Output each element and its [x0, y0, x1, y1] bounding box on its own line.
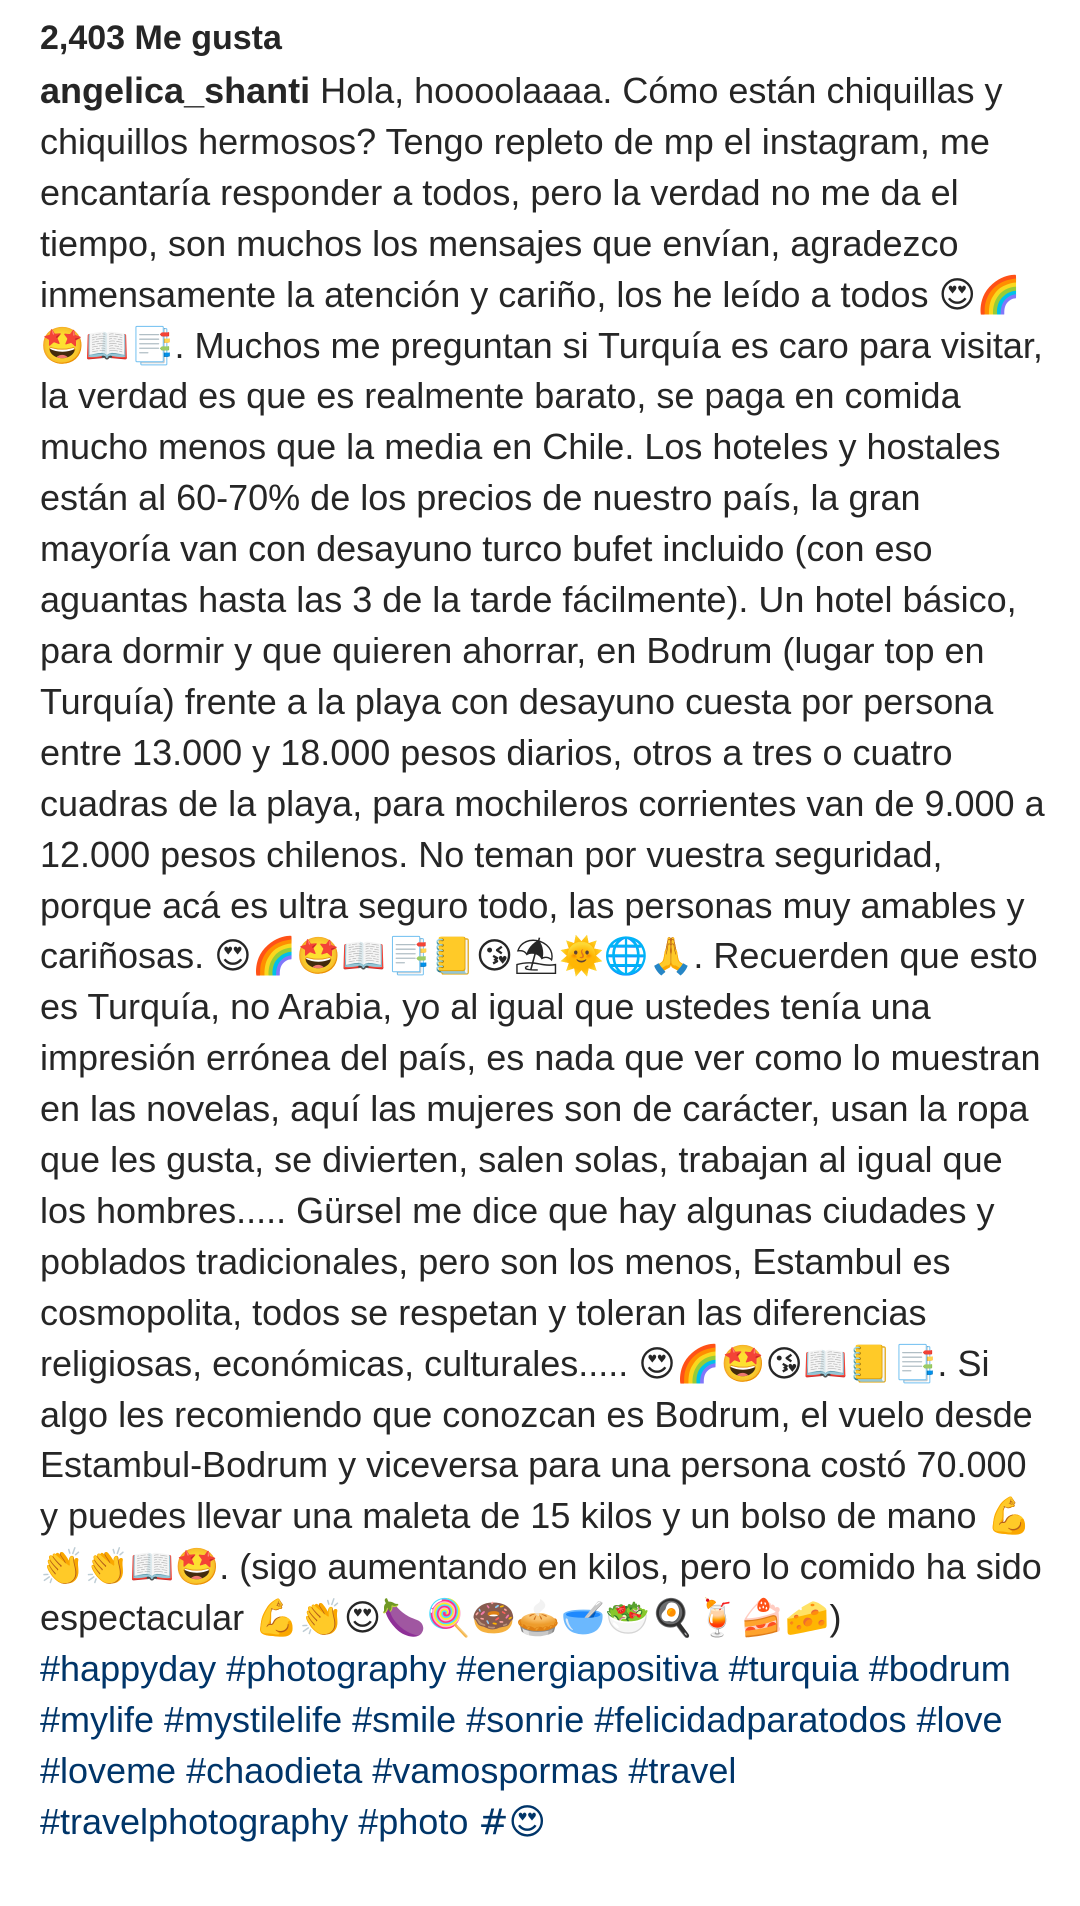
hashtag-link[interactable]: #happyday — [40, 1648, 217, 1690]
hashtag-link[interactable]: #love — [916, 1699, 1003, 1740]
hashtag-link[interactable]: #😍 — [478, 1801, 547, 1843]
hashtag-link[interactable]: #travel — [628, 1749, 737, 1791]
post-caption-section — [40, 12, 1050, 1849]
hashtag-link[interactable]: #mylife — [40, 1699, 155, 1740]
hashtag-link[interactable]: #energiapositiva — [456, 1648, 719, 1690]
hashtag-link[interactable]: #vamospormas — [372, 1749, 619, 1791]
hashtag-link[interactable]: #felicidadparatodos — [594, 1699, 907, 1740]
hashtag-link[interactable]: #photography — [226, 1648, 447, 1690]
hashtags-list — [40, 1644, 1050, 1849]
hashtag-link[interactable]: #turquia — [728, 1648, 859, 1690]
hashtag-link[interactable]: #mystilelife — [164, 1699, 343, 1740]
username-link[interactable]: angelica_shanti — [40, 70, 311, 111]
hashtag-link[interactable]: #photo — [358, 1800, 469, 1842]
hashtag-link[interactable]: #sonrie — [466, 1699, 585, 1740]
hashtag-link[interactable]: #smile — [352, 1699, 457, 1740]
hashtag-link[interactable]: #chaodieta — [186, 1749, 363, 1791]
caption-body: Hola, hoooolaaaa. Cómo están chiquillas y chiquillos hermosos? Tengo repleto de mp el instagram, me encantaría responder a todos, pero la verdad no me da el tiempo, son muchos los mensajes que envían, agradezco inmensamente la atención y cariño, los he leído a todos 😍🌈🤩📖📑. Muchos me preguntan si Turquía es caro para visitar, la verdad es que es realmente barato, se paga en comida mucho menos que la media en Chile. Los hoteles y hostales están al 60-70% de los precios de nuestro país, la gran mayoría van con desayuno turco bufet incluido (con eso aguantas hasta las 3 de la tarde fácilmente). Un hotel básico, para dormir y que quieren ahorrar, en Bodrum (lugar top en Turquía) frente a la playa con desayuno cuesta por persona entre 13.000 y 18.000 pesos diarios, otros a tres o cuatro cuadras de la playa, para mochileros corrientes van de 9.000 a 12.000 pesos chilenos. No teman por vuestra seguridad, porque acá es ultra seguro todo, las personas muy amables y cariñosas. 😍🌈🤩📖📑📒😘⛱🌞🌐🙏. Recuerden que esto es Turquía, no Arabia, yo al igual que ustedes tenía una impresión errónea del país, es nada que ver como lo muestran en las novelas, aquí las mujeres son de carácter, usan la ropa que les gusta, se divierten, salen solas, trabajan al igual que los hombres..... Gürsel me dice que hay algunas ciudades y poblados tradicionales, pero son los menos, Estambul es cosmopolita, todos se respetan y toleran las diferencias religiosas, económicas, culturales..... 😍🌈🤩😘📖📒📑. Si algo les recomiendo que conozcan es Bodrum, el vuelo desde Estambul-Bodrum y viceversa para una persona costó 70.000 y puedes llevar una maleta de 15 kilos y un bolso de mano 💪👏👏📖🤩. (sigo aumentando en kilos, pero lo comido ha sido espectacular 💪👏😍🍆🍭🍩🥧🥣🥗🍳🍹🍰🧀) — [40, 70, 1045, 1639]
hashtag-link[interactable]: #travelphotography — [40, 1800, 349, 1842]
caption-text — [40, 66, 1050, 1849]
hashtag-link[interactable]: #bodrum — [868, 1648, 1011, 1690]
likes-count[interactable]: 2,403 Me gusta — [40, 19, 282, 57]
hashtag-link[interactable]: #loveme — [40, 1749, 177, 1791]
